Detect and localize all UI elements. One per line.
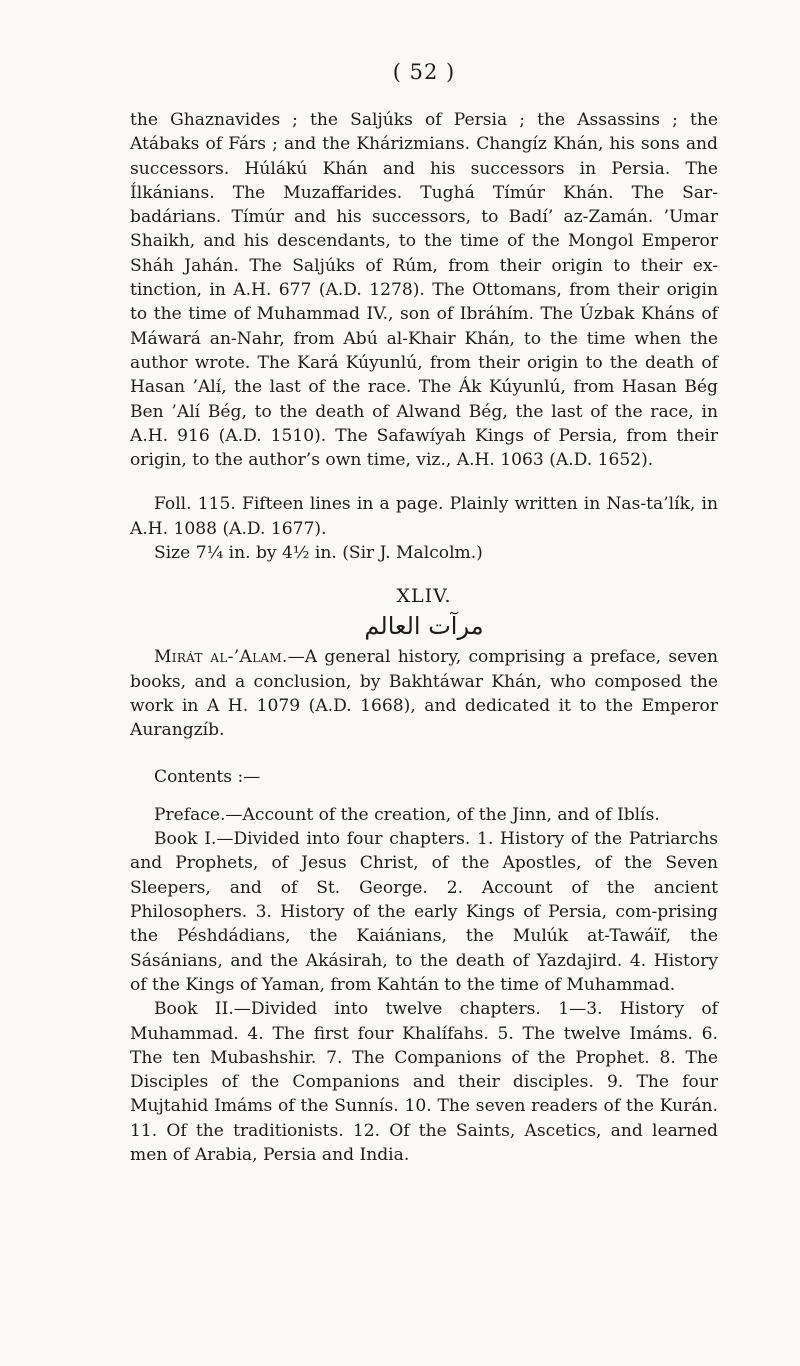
paragraph-dynasties: the Ghaznavides ; the Saljúks of Persia ; the Assassins ; the Atábaks of Fárs ; and the Khárizmians. Changíz Khán, his sons and successors. Húlákú Khán and his successors in Persia. The Ílkánians. The Muzaffarides. Tughá Tímúr Khán. The Sar-badárians. Tímúr and his successors, to Badí’ az-Zamán. ’Umar Shaikh, and his descendants, to the time of the Mongol Emperor Sháh Jahán. The Saljúks of Rúm, from their origin to their ex-tinction, in A.H. 677 (A.D. 1278). The Ottomans, from their origin to the time of Muhammad IV., son of Ibráhím. The Úzbak Kháns of Máwará an-Nahr, from Abú al-Khair Khán, to the time when the author wrote. The Kará Kúyunlú, from their origin to the death of Hasan ’Alí, the last of the race. The Ák Kúyunlú, from Hasan Bég Ben ’Alí Bég, to the death of Alwand Bég, the last of the race, in A.H. 916 (A.D. 1510). The Safawíyah Kings of Persia, from their origin, to the author’s own time, viz., A.H. 1063 (A.D. 1652). <box>130 110 718 471</box>
page-number: ( 52 ) <box>392 60 456 84</box>
contents-label: Contents :— <box>154 766 261 787</box>
paragraph-folio: Foll. 115. Fifteen lines in a page. Plainly written in Nas-ta’lík, in A.H. 1088 (A.D. 1677). <box>130 494 718 539</box>
entry-paragraph <box>130 645 718 742</box>
contents-preface: Preface.—Account of the creation, of the Jinn, and of Iblís. <box>154 804 660 825</box>
paragraph-size: Size 7¼ in. by 4½ in. (Sir J. Malcolm.) <box>154 543 483 564</box>
page <box>130 60 718 1167</box>
entry-title: Mirát al-’Alam. <box>154 647 288 668</box>
section-numeral: XLIV. <box>396 585 452 608</box>
entry-description: —A general history, comprising a preface, seven books, and a conclusion, by Bakhtáwar Khán, who composed the work in A H. 1079 (A.D. 1668), and dedicated it to the Emperor Aurangzíb. <box>130 647 718 741</box>
contents-book-1: Book I.—Divided into four chapters. 1. History of the Patriarchs and Prophets, of Jesus Christ, of the Apostles, of the Seven Sleepers, and of St. George. 2. Account of the ancient Philosophers. 3. History of the early Kings of Persia, com-prising the Péshdádians, the Kaiánians, the Mulúk at-Tawáïf, the Sásánians, and the Akásirah, to the death of Yazdajird. 4. History of the Kings of Yaman, from Kahtán to the time of Muhammad. <box>130 829 718 995</box>
contents-book-2: Book II.—Divided into twelve chapters. 1—3. History of Muhammad. 4. The first four Khalífahs. 5. The twelve Imáms. 6. The ten Mubashshir. 7. The Companions of the Prophet. 8. The Disciples of the Companions and their disciples. 9. The four Mujtahid Imáms of the Sunnís. 10. The seven readers of the Kurán. 11. Of the traditionists. 12. Of the Saints, Ascetics, and learned men of Arabia, Persia and India. <box>130 999 718 1165</box>
arabic-title: مرآت العالم <box>364 612 484 641</box>
